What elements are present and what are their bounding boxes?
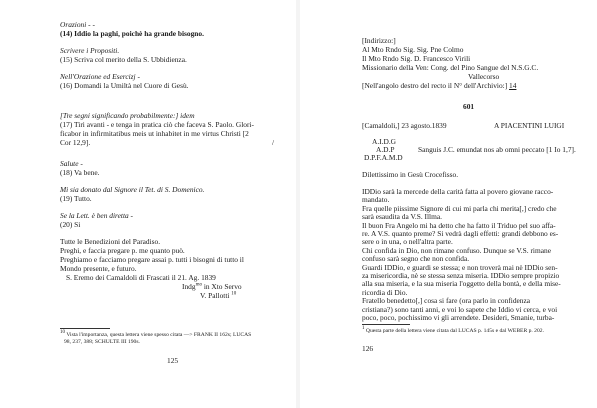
right-page	[300, 0, 597, 408]
page-number-left: 125	[167, 356, 179, 365]
heading-lettera: Se la Lett. è ben diretta -	[60, 211, 134, 220]
archive-note-text: [Nell'angolo destro del recto il N° dell'Archivio:]	[362, 81, 508, 90]
body-line: ricordia di Dio.	[362, 288, 408, 297]
body-line: sarà esaudita da V.S. Illma.	[362, 212, 442, 221]
closing-line1: Tutte le Benedizioni del Paradiso.	[60, 237, 161, 246]
invocation-dpfamd: D.P.F.A.M.D	[364, 153, 403, 162]
archive-number: 14	[509, 81, 517, 90]
footnote-rule	[362, 324, 410, 325]
address-line3: Missionario della Ven: Cong. del Pino Sangue del N.S.G.C.	[362, 63, 539, 72]
footnote-line2: 98, 237, 388; SCHULTE III 190s.	[64, 339, 140, 345]
answer-17-line3: Cor 12,9].	[60, 138, 91, 147]
body-line: IDDio sarà la mercede della carità fatta al povero giovane racco-	[362, 187, 554, 196]
closing-line3: Preghiamo e facciamo pregare assai p. tutti i bisogni di tutto il	[60, 255, 244, 264]
footnote-number: 1	[362, 326, 365, 332]
heading-orazioni: Orazioni - -	[60, 20, 95, 29]
body-line: confuso sarà segno che non confida.	[362, 254, 470, 263]
signature-servo: Indg$^{mo}$ in Xto Servo	[182, 282, 242, 291]
answer-14: (14) Iddio la paghi, poichè ha grande bisogno.	[60, 29, 204, 38]
body-line: Fra quelle piissime Signore di cui mi parla chi merita[,] credo che	[362, 204, 557, 213]
left-page	[0, 0, 298, 408]
signature-footnote-ref: 10	[231, 291, 237, 297]
body-line: poco, poco, pochissimo vi gli arrendete. Desideri, Smanie, turba-	[362, 313, 555, 322]
footnote-text1: Vista l'importanza, questa lettera viene spesso citata —> FRANK II 162s; LUCAS	[66, 332, 252, 338]
answer-18: (18) Va bene.	[60, 168, 100, 177]
body-line: Chi confida in Dio, non rimane confuso. Dunque se V.S. rimane	[362, 246, 551, 255]
closing-line4: Mondo presente, e futuro.	[60, 264, 137, 273]
answer-20: (20) Si	[60, 220, 81, 229]
body-line: sere o in una, o nell'altra parte.	[362, 237, 453, 246]
closing-line2: Preghi, e faccia pregare p. me quanto può.	[60, 246, 185, 255]
letter-number: 601	[463, 102, 475, 111]
footnote-rule	[60, 328, 110, 329]
heading-tre-segni: [Tre segni significando probabilmente:] idem	[60, 111, 195, 120]
archive-note	[362, 82, 516, 90]
place-date: S. Eremo dei Camaldoli di Frascati il 21. Ag. 1839	[66, 273, 216, 282]
body-line: Fratello benedetto[,] cosa si fare (ora parlo in confidenza	[362, 296, 531, 305]
footnote-line1	[60, 332, 251, 338]
heading-tet-domenico: Mi sia donato dal Signore il Tet. di S. Domenico.	[60, 185, 205, 194]
body-line: Guardi IDDio, e guardi se stessa; e non troverà mai nè IDDio sen-	[362, 263, 558, 272]
invocation-aidg: A.I.D.G	[372, 137, 397, 146]
invocation-latin: Sanguis J.C. emundat nos ab omni peccato [1 Io 1,7].	[418, 145, 576, 154]
body-line: za misericordia, nè se stessa senza miseria. IDDio sempre propizio	[362, 271, 560, 280]
address-line2: Il Mto Rndo Sig. D. Francesco Virili	[362, 54, 471, 63]
address-line1: Al Mto Rndo Sig. Sig. Pne Colmo	[362, 45, 464, 54]
answer-16: (16) Domandi la Umiltà nel Cuore di Gesù.	[60, 81, 189, 90]
signature-pallotti	[200, 292, 236, 300]
body-line: mandato.	[362, 195, 390, 204]
page-number-right: 126	[362, 344, 374, 353]
body-line: re. A V.S. quanto preme? Si vedrà dagli effetti: grandi debbono es-	[362, 229, 559, 238]
heading-orazione-esercizi: Nell'Orazione ed Esercizj -	[60, 72, 140, 81]
footnote-number: 10	[60, 330, 65, 336]
footnote-line	[362, 328, 544, 334]
address-label: [Indirizzo:]	[362, 36, 396, 45]
answer-19: (19) Tutto.	[60, 194, 92, 203]
signature-rest: in Xto Servo	[203, 282, 242, 291]
heading-salute: Salute -	[60, 159, 83, 168]
body-line: Il buon Fra Angelo mi ha detto che ha fatto il Triduo pel suo affa-	[362, 221, 556, 230]
footnote-text: Questa parte della lettera viene citata dal LUCAS p. 145s e dal WEBER p. 202.	[365, 328, 544, 334]
heading-propositi: Scrivere i Propositi.	[60, 46, 120, 55]
salutation: Dilettissimo in Gesù Crocefisso.	[362, 170, 459, 179]
answer-15: (15) Scriva col merito della S. Ubbidienza.	[60, 55, 187, 64]
invocation-adp: A.D.P	[376, 145, 395, 154]
address-place: Vallecorso	[468, 72, 500, 81]
signature-indg: Indg	[182, 282, 196, 291]
signature-name: V. Pallotti	[200, 291, 230, 300]
letter-place-date: [Camaldoli,] 23 agosto.1839	[362, 121, 447, 130]
answer-17-line1: (17) Tiri avanti - e tenga in pratica ciò che faceva S. Paolo. Glori-	[60, 120, 254, 129]
letter-recipient: A PIACENTINI LUIGI	[494, 121, 565, 130]
body-line: cristiana?) sono tanti anni, e voi lo sapete che Iddio vi cerca, e voi	[362, 305, 558, 314]
slash-mark: /	[272, 138, 275, 147]
answer-17-line2: ficabor in infirmitatibus meis ut inhabitet in me virtus Christi [2	[60, 129, 249, 138]
body-line: alla sua miseria, e la sua miseria l'oggetto della bontà, e della mise-	[362, 279, 561, 288]
